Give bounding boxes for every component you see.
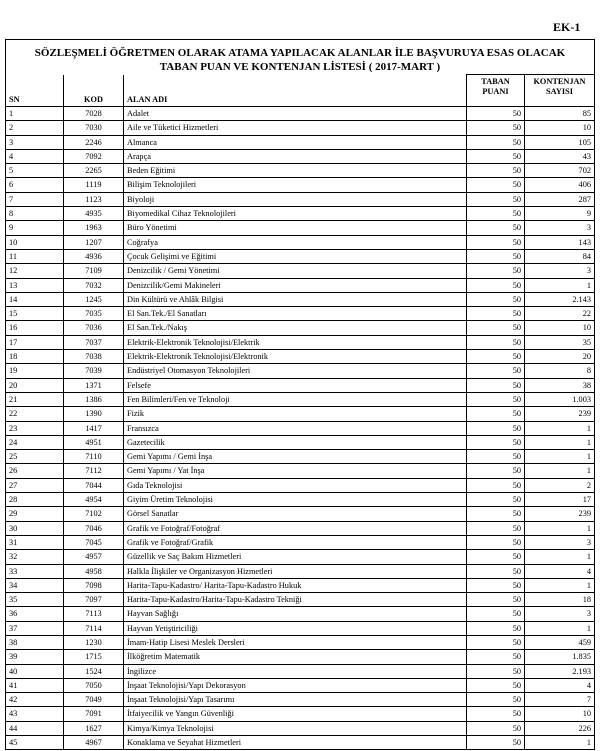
table-row [6, 521, 595, 535]
cell-alan: Biyomedikal Cihaz Teknolojileri [124, 207, 467, 221]
cell-taban: 50 [467, 264, 525, 278]
cell-kontenjan: 1 [525, 736, 595, 750]
cell-sn: 4 [6, 149, 64, 163]
cell-taban: 50 [467, 478, 525, 492]
cell-sn: 19 [6, 364, 64, 378]
cell-sn: 35 [6, 593, 64, 607]
cell-taban: 50 [467, 635, 525, 649]
cell-kontenjan: 239 [525, 507, 595, 521]
cell-taban: 50 [467, 321, 525, 335]
table-row [6, 450, 595, 464]
cell-kontenjan: 1 [525, 278, 595, 292]
cell-kontenjan: 2.143 [525, 292, 595, 306]
cell-kontenjan: 10 [525, 121, 595, 135]
cell-kontenjan: 22 [525, 307, 595, 321]
cell-alan: El San.Tek./El Sanatları [124, 307, 467, 321]
cell-kod: 7030 [64, 121, 124, 135]
cell-sn: 23 [6, 421, 64, 435]
cell-kontenjan: 35 [525, 335, 595, 349]
cell-alan: Gıda Teknolojisi [124, 478, 467, 492]
cell-taban: 50 [467, 249, 525, 263]
cell-sn: 45 [6, 736, 64, 750]
cell-sn: 10 [6, 235, 64, 249]
cell-taban: 50 [467, 493, 525, 507]
cell-kontenjan: 143 [525, 235, 595, 249]
table-row [6, 564, 595, 578]
cell-sn: 18 [6, 350, 64, 364]
table-row [6, 464, 595, 478]
table-row [6, 107, 595, 121]
cell-alan: Elektrik-Elektronik Teknolojisi/Elektrik [124, 335, 467, 349]
cell-taban: 50 [467, 392, 525, 406]
cell-alan: Konaklama ve Seyahat Hizmetleri [124, 736, 467, 750]
cell-kod: 7114 [64, 621, 124, 635]
table-row [6, 635, 595, 649]
cell-kod: 7038 [64, 350, 124, 364]
table-row [6, 335, 595, 349]
cell-alan: Giyim Üretim Teknolojisi [124, 493, 467, 507]
table-row [6, 435, 595, 449]
table-row [6, 350, 595, 364]
cell-alan: Kimya/Kimya Teknolojisi [124, 721, 467, 735]
table-row [6, 164, 595, 178]
cell-alan: El San.Tek./Nakış [124, 321, 467, 335]
cell-taban: 50 [467, 621, 525, 635]
cell-sn: 20 [6, 378, 64, 392]
cell-taban: 50 [467, 192, 525, 206]
cell-alan: Denizcilik/Gemi Makineleri [124, 278, 467, 292]
table-row [6, 149, 595, 163]
cell-kod: 4935 [64, 207, 124, 221]
cell-kod: 1390 [64, 407, 124, 421]
cell-taban: 50 [467, 407, 525, 421]
cell-taban: 50 [467, 607, 525, 621]
col-header-taban-line2: PUANI [482, 87, 509, 96]
cell-alan: Aile ve Tüketici Hizmetleri [124, 121, 467, 135]
table-row [6, 249, 595, 263]
cell-taban: 50 [467, 335, 525, 349]
cell-sn: 6 [6, 178, 64, 192]
cell-kontenjan: 1 [525, 521, 595, 535]
cell-taban: 50 [467, 464, 525, 478]
table-row [6, 278, 595, 292]
cell-alan: Hayvan Sağlığı [124, 607, 467, 621]
table-row [6, 192, 595, 206]
cell-taban: 50 [467, 507, 525, 521]
cell-sn: 29 [6, 507, 64, 521]
cell-kod: 2265 [64, 164, 124, 178]
cell-kod: 1230 [64, 635, 124, 649]
cell-sn: 41 [6, 678, 64, 692]
table-row [6, 493, 595, 507]
cell-sn: 22 [6, 407, 64, 421]
col-header-kontenjan [525, 75, 595, 107]
cell-alan: Çocuk Gelişimi ve Eğitimi [124, 249, 467, 263]
cell-sn: 11 [6, 249, 64, 263]
cell-kontenjan: 702 [525, 164, 595, 178]
cell-kontenjan: 3 [525, 607, 595, 621]
cell-kontenjan: 18 [525, 593, 595, 607]
cell-alan: Gemi Yapımı / Yat İnşa [124, 464, 467, 478]
cell-taban: 50 [467, 578, 525, 592]
cell-taban: 50 [467, 364, 525, 378]
cell-kod: 7112 [64, 464, 124, 478]
cell-kontenjan: 239 [525, 407, 595, 421]
table-row [6, 478, 595, 492]
cell-alan: İmam-Hatip Lisesi Meslek Dersleri [124, 635, 467, 649]
table-row [6, 221, 595, 235]
cell-alan: Büro Yönetimi [124, 221, 467, 235]
table-row [6, 121, 595, 135]
cell-kod: 4954 [64, 493, 124, 507]
cell-kontenjan: 2 [525, 478, 595, 492]
cell-sn: 42 [6, 693, 64, 707]
cell-sn: 16 [6, 321, 64, 335]
cell-kod: 1417 [64, 421, 124, 435]
col-header-alan: ALAN ADI [124, 75, 467, 107]
cell-taban: 50 [467, 535, 525, 549]
cell-taban: 50 [467, 178, 525, 192]
cell-alan: Gazetecilik [124, 435, 467, 449]
cell-sn: 27 [6, 478, 64, 492]
cell-kod: 4936 [64, 249, 124, 263]
cell-sn: 31 [6, 535, 64, 549]
cell-taban: 50 [467, 221, 525, 235]
cell-kod: 7028 [64, 107, 124, 121]
cell-taban: 50 [467, 693, 525, 707]
table-row [6, 135, 595, 149]
cell-alan: Gemi Yapımı / Gemi İnşa [124, 450, 467, 464]
cell-alan: İngilizce [124, 664, 467, 678]
cell-kontenjan: 1.835 [525, 650, 595, 664]
header-row [6, 75, 595, 107]
cell-alan: Fen Bilimleri/Fen ve Teknoloji [124, 392, 467, 406]
cell-sn: 34 [6, 578, 64, 592]
cell-alan: Endüstriyel Otomasyon Teknolojileri [124, 364, 467, 378]
cell-alan: Din Kültürü ve Ahlâk Bilgisi [124, 292, 467, 306]
cell-sn: 17 [6, 335, 64, 349]
cell-taban: 50 [467, 435, 525, 449]
table-row [6, 407, 595, 421]
cell-kontenjan: 459 [525, 635, 595, 649]
cell-kontenjan: 8 [525, 364, 595, 378]
cell-sn: 3 [6, 135, 64, 149]
cell-alan: Biyoloji [124, 192, 467, 206]
cell-alan: Arapça [124, 149, 467, 163]
cell-kontenjan: 3 [525, 221, 595, 235]
cell-kontenjan: 287 [525, 192, 595, 206]
cell-kontenjan: 10 [525, 321, 595, 335]
cell-kontenjan: 7 [525, 693, 595, 707]
cell-kod: 7109 [64, 264, 124, 278]
cell-kontenjan: 10 [525, 707, 595, 721]
cell-kod: 2246 [64, 135, 124, 149]
cell-kod: 1524 [64, 664, 124, 678]
cell-kod: 7036 [64, 321, 124, 335]
table-row [6, 736, 595, 750]
table-body [6, 107, 595, 750]
cell-taban: 50 [467, 650, 525, 664]
cell-kontenjan: 4 [525, 564, 595, 578]
cell-alan: Fizik [124, 407, 467, 421]
cell-sn: 14 [6, 292, 64, 306]
cell-taban: 50 [467, 107, 525, 121]
cell-taban: 50 [467, 707, 525, 721]
cell-sn: 43 [6, 707, 64, 721]
cell-kontenjan: 17 [525, 493, 595, 507]
cell-alan: Coğrafya [124, 235, 467, 249]
cell-kod: 1245 [64, 292, 124, 306]
table-row [6, 678, 595, 692]
cell-kod: 7045 [64, 535, 124, 549]
cell-kod: 7110 [64, 450, 124, 464]
cell-alan: Hayvan Yetiştiriciliği [124, 621, 467, 635]
cell-sn: 36 [6, 607, 64, 621]
cell-kod: 7102 [64, 507, 124, 521]
cell-kod: 4958 [64, 564, 124, 578]
cell-kod: 1123 [64, 192, 124, 206]
annex-label: EK-1 [553, 20, 581, 34]
cell-kod: 7050 [64, 678, 124, 692]
cell-alan: İtfaiyecilik ve Yangın Güvenliği [124, 707, 467, 721]
table-row [6, 321, 595, 335]
table-row [6, 507, 595, 521]
cell-kod: 7113 [64, 607, 124, 621]
cell-taban: 50 [467, 292, 525, 306]
cell-kod: 7098 [64, 578, 124, 592]
cell-taban: 50 [467, 164, 525, 178]
cell-kontenjan: 3 [525, 535, 595, 549]
cell-sn: 25 [6, 450, 64, 464]
cell-kontenjan: 226 [525, 721, 595, 735]
cell-kod: 7037 [64, 335, 124, 349]
cell-alan: Elektrik-Elektronik Teknolojisi/Elektronik [124, 350, 467, 364]
table-row [6, 593, 595, 607]
quota-table [5, 39, 595, 750]
cell-kod: 1207 [64, 235, 124, 249]
cell-alan: Harita-Tapu-Kadastro/Harita-Tapu-Kadastro Tekniği [124, 593, 467, 607]
cell-kontenjan: 85 [525, 107, 595, 121]
cell-kontenjan: 1 [525, 621, 595, 635]
cell-alan: Denizcilik / Gemi Yönetimi [124, 264, 467, 278]
table-row [6, 721, 595, 735]
table-row [6, 292, 595, 306]
cell-kod: 7091 [64, 707, 124, 721]
cell-kod: 1371 [64, 378, 124, 392]
cell-taban: 50 [467, 235, 525, 249]
cell-alan: Grafik ve Fotoğraf/Grafik [124, 535, 467, 549]
title-line-2: TABAN PUAN VE KONTENJAN LİSTESİ ( 2017-MART ) [159, 61, 441, 73]
cell-alan: Beden Eğitimi [124, 164, 467, 178]
table-row [6, 664, 595, 678]
cell-taban: 50 [467, 421, 525, 435]
cell-sn: 21 [6, 392, 64, 406]
cell-sn: 5 [6, 164, 64, 178]
cell-kontenjan: 9 [525, 207, 595, 221]
cell-sn: 32 [6, 550, 64, 564]
cell-kontenjan: 406 [525, 178, 595, 192]
col-header-sn: SN [6, 75, 64, 107]
table-row [6, 550, 595, 564]
cell-kontenjan: 3 [525, 264, 595, 278]
cell-kod: 4957 [64, 550, 124, 564]
cell-kontenjan: 20 [525, 350, 595, 364]
col-header-taban [467, 75, 525, 107]
table-row [6, 392, 595, 406]
cell-taban: 50 [467, 721, 525, 735]
cell-alan: İlköğretim Matematik [124, 650, 467, 664]
table-row [6, 650, 595, 664]
cell-taban: 50 [467, 736, 525, 750]
cell-sn: 13 [6, 278, 64, 292]
cell-alan: Görsel Sanatlar [124, 507, 467, 521]
cell-sn: 9 [6, 221, 64, 235]
cell-taban: 50 [467, 307, 525, 321]
cell-kontenjan: 105 [525, 135, 595, 149]
table-row [6, 235, 595, 249]
cell-sn: 28 [6, 493, 64, 507]
cell-sn: 1 [6, 107, 64, 121]
cell-sn: 38 [6, 635, 64, 649]
table-row [6, 578, 595, 592]
cell-kontenjan: 1 [525, 578, 595, 592]
col-header-kontenjan-line2: SAYISI [546, 87, 573, 96]
cell-taban: 50 [467, 278, 525, 292]
cell-kod: 1715 [64, 650, 124, 664]
cell-kontenjan: 1 [525, 464, 595, 478]
title-row [6, 40, 595, 75]
cell-sn: 26 [6, 464, 64, 478]
table-row [6, 693, 595, 707]
cell-taban: 50 [467, 593, 525, 607]
col-header-taban-line1: TABAN [481, 77, 510, 86]
cell-kontenjan: 4 [525, 678, 595, 692]
cell-kontenjan: 1 [525, 550, 595, 564]
cell-kod: 7032 [64, 278, 124, 292]
cell-sn: 44 [6, 721, 64, 735]
table-row [6, 378, 595, 392]
cell-alan: Güzellik ve Saç Bakım Hizmetleri [124, 550, 467, 564]
cell-sn: 24 [6, 435, 64, 449]
cell-taban: 50 [467, 450, 525, 464]
cell-alan: İnşaat Teknolojisi/Yapı Dekorasyon [124, 678, 467, 692]
cell-alan: Bilişim Teknolojileri [124, 178, 467, 192]
cell-sn: 33 [6, 564, 64, 578]
cell-kod: 7092 [64, 149, 124, 163]
table-row [6, 421, 595, 435]
cell-sn: 2 [6, 121, 64, 135]
cell-sn: 30 [6, 521, 64, 535]
cell-kontenjan: 2.193 [525, 664, 595, 678]
cell-kod: 7046 [64, 521, 124, 535]
table-row [6, 178, 595, 192]
cell-kontenjan: 1 [525, 421, 595, 435]
cell-sn: 39 [6, 650, 64, 664]
cell-kod: 4951 [64, 435, 124, 449]
cell-kod: 7049 [64, 693, 124, 707]
cell-kontenjan: 1 [525, 450, 595, 464]
cell-alan: Felsefe [124, 378, 467, 392]
cell-kontenjan: 1 [525, 435, 595, 449]
cell-taban: 50 [467, 564, 525, 578]
cell-kontenjan: 43 [525, 149, 595, 163]
document-title [6, 40, 595, 75]
cell-alan: Adalet [124, 107, 467, 121]
cell-taban: 50 [467, 378, 525, 392]
cell-alan: İnşaat Teknolojisi/Yapı Tasarımı [124, 693, 467, 707]
title-line-1: SÖZLEŞMELİ ÖĞRETMEN OLARAK ATAMA YAPILACAK ALANLAR İLE BAŞVURUYA ESAS OLACAK [34, 47, 566, 59]
cell-taban: 50 [467, 664, 525, 678]
table-row [6, 621, 595, 635]
cell-alan: Fransızca [124, 421, 467, 435]
cell-taban: 50 [467, 121, 525, 135]
cell-kod: 1627 [64, 721, 124, 735]
cell-kod: 7097 [64, 593, 124, 607]
table-row [6, 707, 595, 721]
col-header-kontenjan-line1: KONTENJAN [533, 77, 586, 86]
cell-alan: Harita-Tapu-Kadastro/ Harita-Tapu-Kadastro Hukuk [124, 578, 467, 592]
cell-taban: 50 [467, 350, 525, 364]
cell-taban: 50 [467, 550, 525, 564]
table-row [6, 607, 595, 621]
cell-sn: 12 [6, 264, 64, 278]
table-row [6, 207, 595, 221]
cell-kontenjan: 38 [525, 378, 595, 392]
cell-alan: Almanca [124, 135, 467, 149]
cell-taban: 50 [467, 135, 525, 149]
cell-sn: 15 [6, 307, 64, 321]
cell-kod: 7039 [64, 364, 124, 378]
table-row [6, 264, 595, 278]
cell-sn: 7 [6, 192, 64, 206]
cell-alan: Halkla İlişkiler ve Organizasyon Hizmetleri [124, 564, 467, 578]
cell-sn: 8 [6, 207, 64, 221]
cell-kod: 7044 [64, 478, 124, 492]
cell-taban: 50 [467, 149, 525, 163]
cell-taban: 50 [467, 678, 525, 692]
cell-kontenjan: 84 [525, 249, 595, 263]
table-row [6, 307, 595, 321]
table-row [6, 535, 595, 549]
cell-alan: Grafik ve Fotoğraf/Fotoğraf [124, 521, 467, 535]
cell-kod: 4967 [64, 736, 124, 750]
cell-kod: 1963 [64, 221, 124, 235]
cell-kod: 1119 [64, 178, 124, 192]
table-row [6, 364, 595, 378]
cell-sn: 37 [6, 621, 64, 635]
cell-taban: 50 [467, 207, 525, 221]
cell-kod: 7035 [64, 307, 124, 321]
cell-sn: 40 [6, 664, 64, 678]
cell-taban: 50 [467, 521, 525, 535]
cell-kod: 1386 [64, 392, 124, 406]
cell-kontenjan: 1.003 [525, 392, 595, 406]
col-header-kod: KOD [64, 75, 124, 107]
